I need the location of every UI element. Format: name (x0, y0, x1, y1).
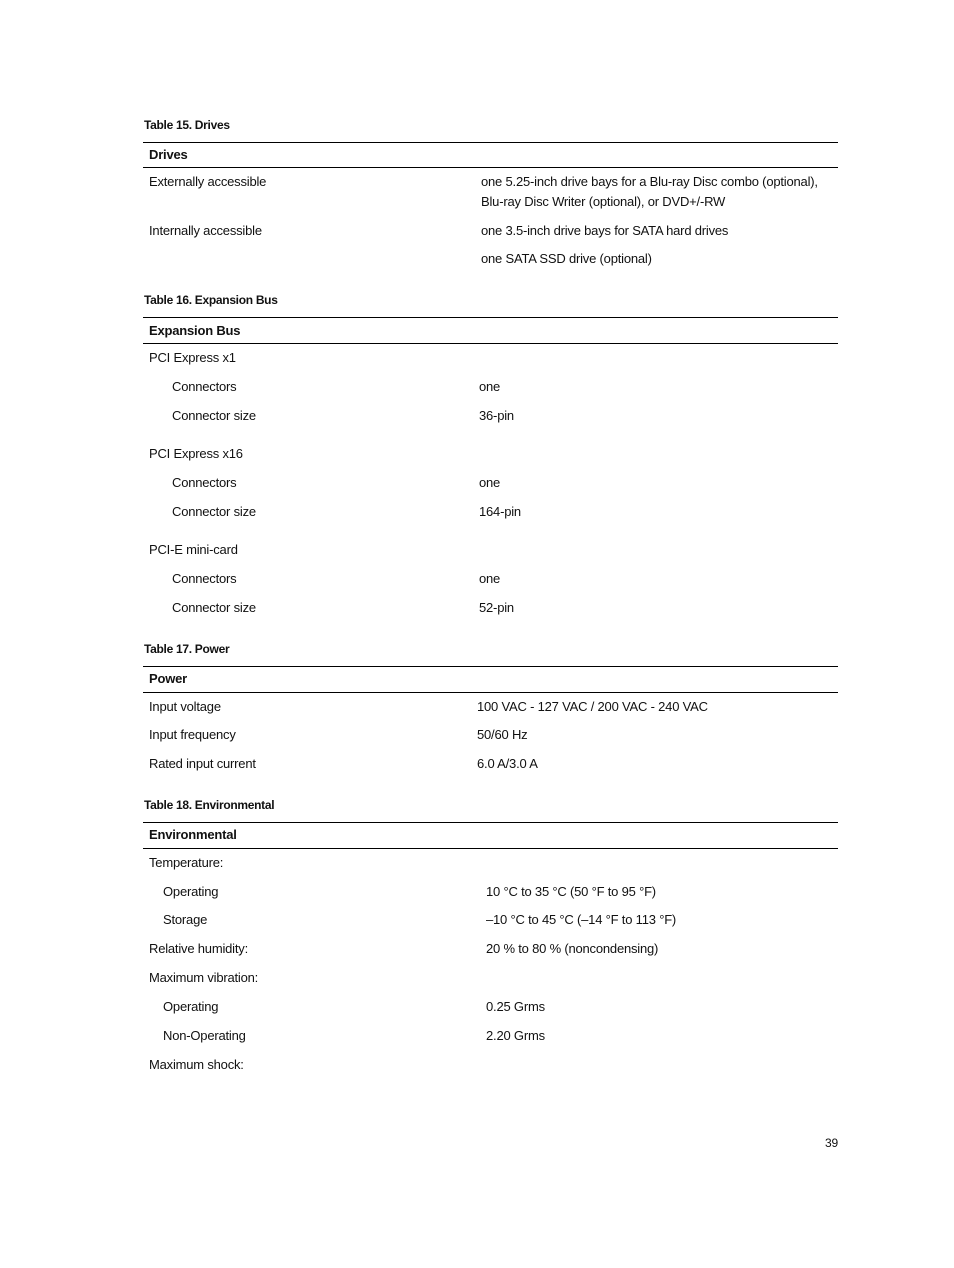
table-cell-value: one 3.5-inch drive bays for SATA hard drives (481, 223, 729, 238)
table-top-rule (143, 317, 838, 318)
table-cell-label: Maximum shock: (149, 1057, 244, 1072)
table-cell-label: Connector size (172, 600, 256, 615)
table-top-rule (143, 666, 838, 667)
table-cell-value: 20 % to 80 % (noncondensing) (486, 941, 659, 956)
table-cell-label: Operating (163, 884, 219, 899)
table-header-rule (143, 692, 838, 693)
page-number: 39 (825, 1136, 838, 1150)
table-cell-label: Internally accessible (149, 223, 262, 238)
table-cell-value: 2.20 Grms (486, 1028, 545, 1043)
table-caption-power: Table 17. Power (144, 642, 230, 656)
table-cell-value: 10 °C to 35 °C (50 °F to 95 °F) (486, 884, 656, 899)
table-header-drives: Drives (149, 147, 188, 162)
table-cell-label: Rated input current (149, 756, 256, 771)
table-cell-value: one (479, 571, 501, 586)
table-cell-label: Connectors (172, 475, 237, 490)
table-caption-drives: Table 15. Drives (144, 118, 230, 132)
table-cell-value: 50/60 Hz (477, 727, 528, 742)
table-cell-value: one 5.25-inch drive bays for a Blu-ray Disc combo (optional), (481, 174, 818, 189)
table-cell-label: Input frequency (149, 727, 236, 742)
group-title: PCI-E mini-card (149, 542, 238, 557)
table-cell-value: one (479, 379, 501, 394)
group-title: PCI Express x16 (149, 446, 243, 461)
table-cell-value: –10 °C to 45 °C (–14 °F to 113 °F) (486, 912, 677, 927)
table-caption-environmental: Table 18. Environmental (144, 798, 275, 812)
table-cell-label: Externally accessible (149, 174, 267, 189)
table-cell-value: 100 VAC - 127 VAC / 200 VAC - 240 VAC (477, 699, 708, 714)
table-header-rule (143, 343, 838, 344)
table-cell-label: Non-Operating (163, 1028, 246, 1043)
table-cell-label: Connectors (172, 379, 237, 394)
table-cell-value: 36-pin (479, 408, 514, 423)
group-title: PCI Express x1 (149, 350, 236, 365)
table-cell-label: Connectors (172, 571, 237, 586)
table-cell-label: Relative humidity: (149, 941, 248, 956)
table-cell-value: 52-pin (479, 600, 514, 615)
table-cell-label: Maximum vibration: (149, 970, 259, 985)
table-cell-label: Connector size (172, 408, 256, 423)
table-cell-value: 164-pin (479, 504, 521, 519)
table-cell-value: 6.0 A/3.0 A (477, 756, 538, 771)
table-caption-expansion: Table 16. Expansion Bus (144, 293, 278, 307)
table-header-rule (143, 848, 838, 849)
table-header-rule (143, 167, 838, 168)
table-top-rule (143, 142, 838, 143)
table-cell-label: Operating (163, 999, 219, 1014)
table-header-expansion: Expansion Bus (149, 323, 241, 338)
table-top-rule (143, 822, 838, 823)
table-cell-value: Blu-ray Disc Writer (optional), or DVD+/-RW (481, 194, 726, 209)
table-cell-label: Temperature: (149, 855, 224, 870)
table-cell-label: Input voltage (149, 699, 221, 714)
table-cell-value: one (479, 475, 501, 490)
table-cell-label: Connector size (172, 504, 256, 519)
table-cell-label: Storage (163, 912, 208, 927)
table-header-environmental: Environmental (149, 827, 237, 842)
table-header-power: Power (149, 671, 188, 686)
table-cell-value: one SATA SSD drive (optional) (481, 251, 652, 266)
table-cell-value: 0.25 Grms (486, 999, 545, 1014)
